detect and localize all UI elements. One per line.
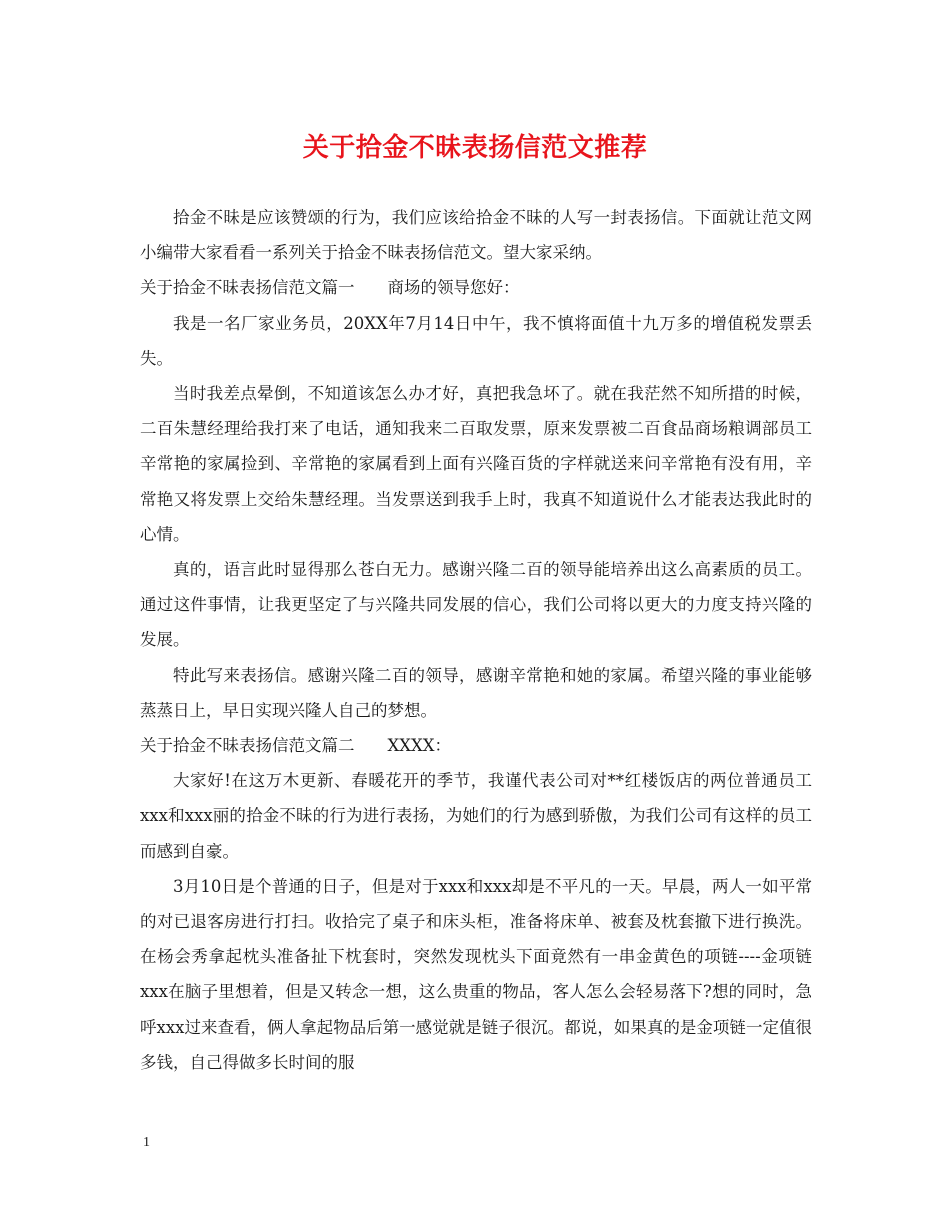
paragraph: 3月10日是个普通的日子，但是对于xxx和xxx却是不平凡的一天。早晨，两人一如平常的对已退客房进行打扫。收拾完了桌子和床头柜，准备将床单、被套及枕套撤下进行换洗。在杨会秀拿起枕头准备扯下枕套时，突然发现枕头下面竟然有一串金黄色的项链----金项链xxx在脑子里想着，但是又转念一想，这么贵重的物品，客人怎么会轻易落下?想的同时，急呼xxx过来查看，俩人拿起物品后第一感觉就是链子很沉。都说，如果真的是金项链一定值很多钱，自己得做多长时间的服 xyxy=(140,876,812,1072)
document-body xyxy=(140,200,812,1080)
page-title: 关于拾金不昧表扬信范文推荐 xyxy=(302,133,648,163)
paragraph: 当时我差点晕倒，不知道该怎么办才好，真把我急坏了。就在我茫然不知所措的时候，二百朱慧经理给我打来了电话，通知我来二百取发票，原来发票被二百食品商场粮调部员工辛常艳的家属捡到、辛常艳的家属看到上面有兴隆百货的字样就送来问辛常艳有没有用，辛常艳又将发票上交给朱慧经理。当发票送到我手上时，我真不知道说什么才能表达我此时的心情。 xyxy=(140,384,812,544)
section-heading: 关于拾金不昧表扬信范文篇二 XXXX： xyxy=(140,736,451,756)
paragraph: 特此写来表扬信。感谢兴隆二百的领导，感谢辛常艳和她的家属。希望兴隆的事业能够蒸蒸日上，早日实现兴隆人自己的梦想。 xyxy=(140,665,812,720)
paragraph: 我是一名厂家业务员，20XX年7月14日中午，我不慎将面值十九万多的增值税发票丢失。 xyxy=(140,313,812,368)
section-heading: 关于拾金不昧表扬信范文篇一 商场的领导您好： xyxy=(140,278,520,298)
page-number: 1 xyxy=(143,1135,150,1150)
paragraph: 拾金不昧是应该赞颂的行为，我们应该给拾金不昧的人写一封表扬信。下面就让范文网小编带大家看看一系列关于拾金不昧表扬信范文。望大家采纳。 xyxy=(140,208,812,263)
paragraph: 大家好!在这万木更新、春暖花开的季节，我谨代表公司对**红楼饭店的两位普通员工xxx和xxx丽的拾金不昧的行为进行表扬，为她们的行为感到骄傲，为我们公司有这样的员工而感到自豪。 xyxy=(140,771,812,861)
paragraph: 真的，语言此时显得那么苍白无力。感谢兴隆二百的领导能培养出这么高素质的员工。通过这件事情，让我更坚定了与兴隆共同发展的信心，我们公司将以更大的力度支持兴隆的发展。 xyxy=(140,560,812,650)
